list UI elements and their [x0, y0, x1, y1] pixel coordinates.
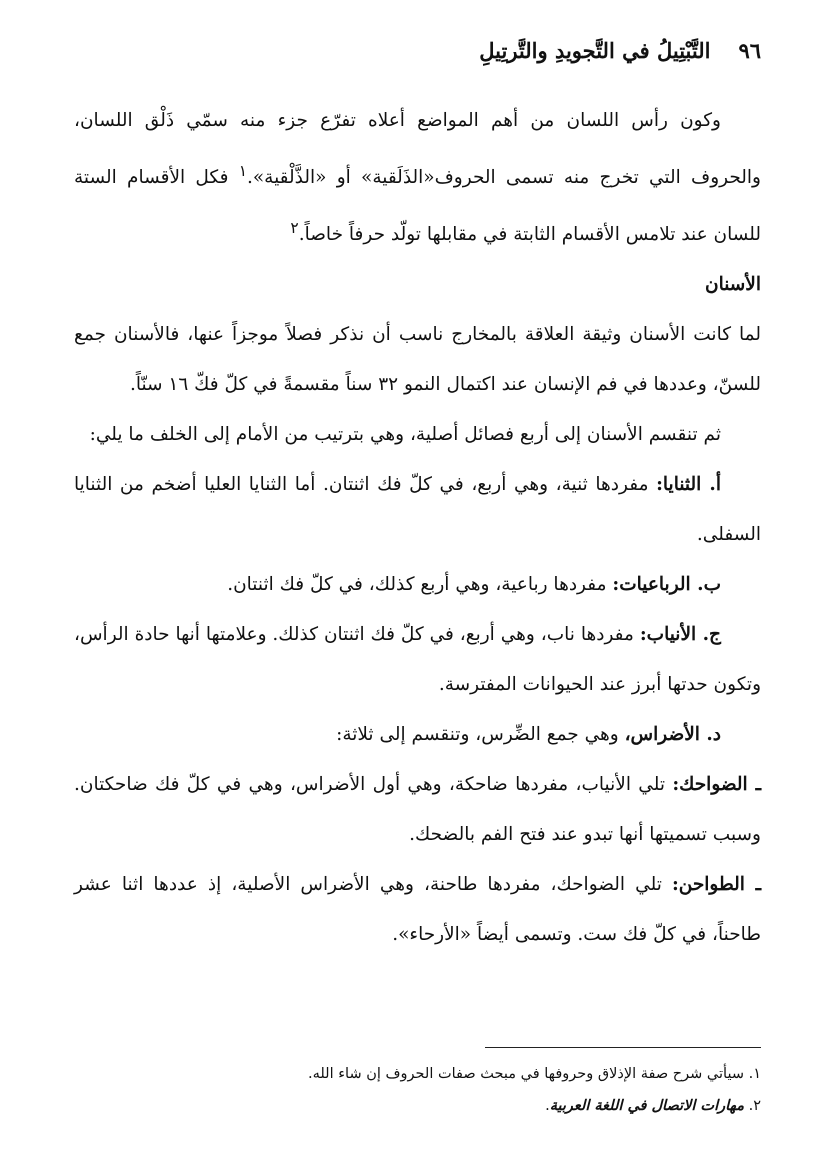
footnotes [74, 1058, 761, 1122]
list-item-incisors [74, 460, 761, 560]
item-label: أ. الثنايا: [656, 474, 721, 496]
sub-item-text: تلي الضواحك، مفردها طاحنة، وهي الأضراس الأصلية، إذ عددها اثنا عشر طاحناً، في كلّ فك ست. وتسمى أيضاً «الأرحاء». [74, 874, 761, 946]
item-text: وهي جمع الضِّرس، وتنقسم إلى ثلاثة: [336, 724, 625, 746]
paragraph-text: وكون رأس اللسان من أهم المواضع أعلاه تفرّع جزء منه سمّي ذَلْق اللسان، والحروف التي تخرج منه تسمى الحروف«الذَلَقية» أو «الذَّلْقية». [74, 110, 761, 189]
list-item-lateral-incisors [74, 560, 761, 610]
running-title: التَّبْتِيلُ في التَّجويدِ والتَّرتِيلِ [479, 37, 711, 63]
page-header [74, 30, 761, 70]
item-label: د. الأضراس، [624, 724, 721, 746]
page-body [74, 96, 761, 960]
section-heading: الأسنان [705, 274, 761, 296]
item-text: مفردها ثنية، وهي أربع، في كلّ فك اثنتان. أما الثنايا العليا أضخم من الثنايا السفلى. [74, 474, 761, 546]
item-text: مفردها ناب، وهي أربع، في كلّ فك اثنتان كذلك. وعلامتها أنها حادة الرأس، وتكون حدتها أبرز عند الحيوانات المفترسة. [74, 624, 761, 696]
footnote-reference: مهارات الاتصال في اللغة العربية [549, 1097, 744, 1114]
footnote-number: ٢. [743, 1098, 761, 1114]
item-text: مفردها رباعية، وهي أربع كذلك، في كلّ فك اثنتان. [227, 574, 613, 596]
list-item-canines [74, 610, 761, 710]
sub-item-premolars [74, 760, 761, 860]
item-label: ج. الأنياب: [639, 624, 721, 646]
paragraph-text: فكل الأقسام الستة للسان عند تلامس الأقسام الثابتة في مقابلها تولّد حرفاً خاصاً. [74, 167, 761, 246]
sub-item-label: ـ الضواحك: [672, 774, 762, 796]
sub-item-text: تلي الأنياب، مفردها ضاحكة، وهي أول الأضراس، وهي في كلّ فك ضاحكتان. وسبب تسميتها أنها تبدو عند فتح الفم بالضحك. [74, 774, 761, 846]
footnote-mark: ١ [238, 162, 247, 180]
page-number: ٩٦ [738, 37, 761, 63]
footnote-divider [485, 1047, 761, 1048]
footnote-end: . [545, 1098, 550, 1114]
sub-item-molars [74, 860, 761, 960]
item-label: ب. الرباعيات: [612, 574, 721, 596]
sub-item-label: ـ الطواحن: [671, 874, 761, 896]
footnote-1: ١. سيأتي شرح صفة الإذلاق وحروفها في مبحث صفات الحروف إن شاء الله. [308, 1066, 761, 1082]
paragraph-teeth-intro: لما كانت الأسنان وثيقة العلاقة بالمخارج ناسب أن نذكر فصلاً موجزاً عنها، فالأسنان جمع للسنّ، وعددها في فم الإنسان عند اكتمال النمو ٣٢ سناً مقسمةً في كلّ فكّ ١٦ سنّاً. [74, 324, 761, 396]
list-item-molars [74, 710, 761, 760]
footnote-mark: ٢ [290, 219, 299, 238]
footnote-2 [74, 1090, 761, 1122]
paragraph-tongue-tip [74, 96, 761, 260]
paragraph-teeth-types: ثم تنقسم الأسنان إلى أربع فصائل أصلية، وهي بترتيب من الأمام إلى الخلف ما يلي: [89, 424, 721, 446]
